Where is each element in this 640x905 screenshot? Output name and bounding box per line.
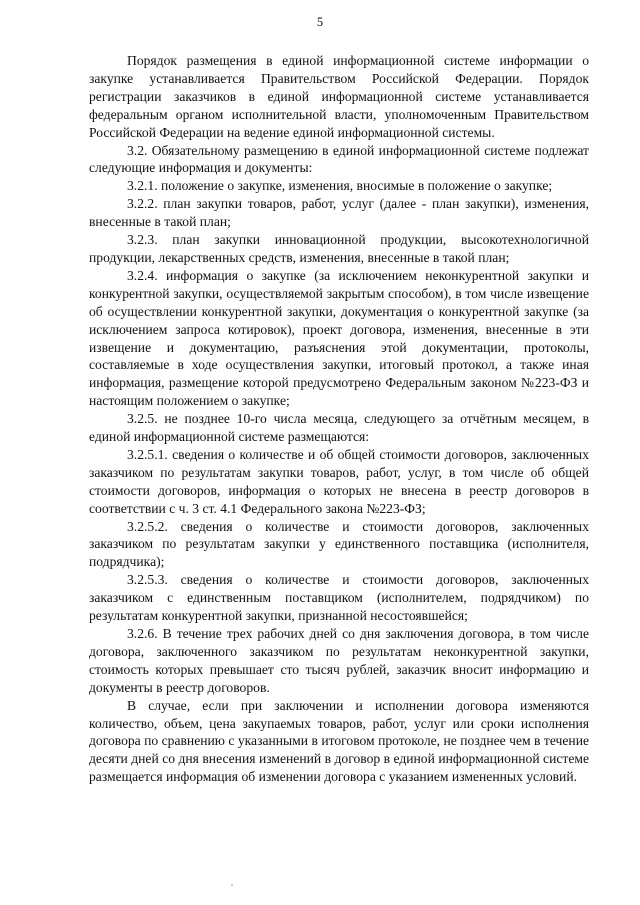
document-body (89, 52, 589, 786)
paragraph-3-2-5-1: 3.2.5.1. сведения о количестве и об общей стоимости договоров, заключенных заказчиком по результатам закупки товаров, работ, услуг, в том числе об общей стоимости договоров, информация о которых не внесена в реестр договоров в соответствии с ч. 3 ст. 4.1 Федерального закона №223-ФЗ; (89, 446, 589, 516)
paragraph-3-2-1: 3.2.1. положение о закупке, изменения, вносимые в положение о закупке; (127, 178, 553, 194)
paragraph-3-2-5-3: 3.2.5.3. сведения о количестве и стоимости договоров, заключенных заказчиком с единственным поставщиком (исполнителем, подрядчиком) по результатам конкурентной закупки, признанной несостоявшейся; (89, 572, 589, 624)
paragraph-procedure-intro: Порядок размещения в единой информационной системе информации о закупке устанавливается Правительством Российской Федерации. Порядок регистрации заказчиков в единой информационной системе устанавливается федеральным органом исполнительной власти, уполномоченным Правительством Российской Федерации на ведение единой информационной системы. (89, 53, 589, 140)
paragraph-3-2-2: 3.2.2. план закупки товаров, работ, услуг (далее - план закупки), изменения, внесенные в такой план; (89, 196, 589, 230)
paragraph-3-2-5: 3.2.5. не позднее 10-го числа месяца, следующего за отчётным месяцем, в единой информационной системе размещаются: (89, 411, 589, 445)
paragraph-3-2: 3.2. Обязательному размещению в единой информационной системе подлежат следующие информация и документы: (89, 142, 589, 176)
paragraph-3-2-6: 3.2.6. В течение трех рабочих дней со дня заключения договора, в том числе договора, заключенного заказчиком по результатам неконкурентной закупки, стоимость которых превышает сто тысяч рублей, заказчик вносит информацию и документы в реестр договоров. (89, 626, 589, 695)
paragraph-3-2-3: 3.2.3. план закупки инновационной продукции, высокотехнологичной продукции, лекарственных средств, изменения, внесенные в такой план; (89, 232, 589, 265)
paragraph-contract-changes: В случае, если при заключении и исполнении договора изменяются количество, объем, цена закупаемых товаров, работ, услуг или сроки исполнения договора по сравнению с указанными в итоговом протоколе, не позднее чем в течение десяти дней со дня внесения изменений в договор в единой информационной системе размещается информация об изменении договора с указанием измененных условий. (89, 697, 589, 785)
paragraph-3-2-4: 3.2.4. информация о закупке (за исключением неконкурентной закупки и конкурентной закупки, осуществляемой закрытым способом), в том числе извещение об осуществлении конкурентной закупки, документация о конкурентной закупке (за исключением запроса котировок), проект договора, изменения, внесенные в эти извещение и документацию, разъяснения этой документации, протоколы, составляемые в ходе осуществления закупки, итоговый протокол, а также иная информация, размещение которой предусмотрено Федеральным законом №223-ФЗ и настоящим положением о закупке; (89, 267, 589, 409)
page-number: 5 (316, 15, 324, 29)
paragraph-3-2-5-2: 3.2.5.2. сведения о количестве и стоимости договоров, заключенных заказчиком по результатам закупки у единственного поставщика (исполнителя, подрядчика); (89, 518, 589, 570)
scan-speck (231, 884, 233, 886)
